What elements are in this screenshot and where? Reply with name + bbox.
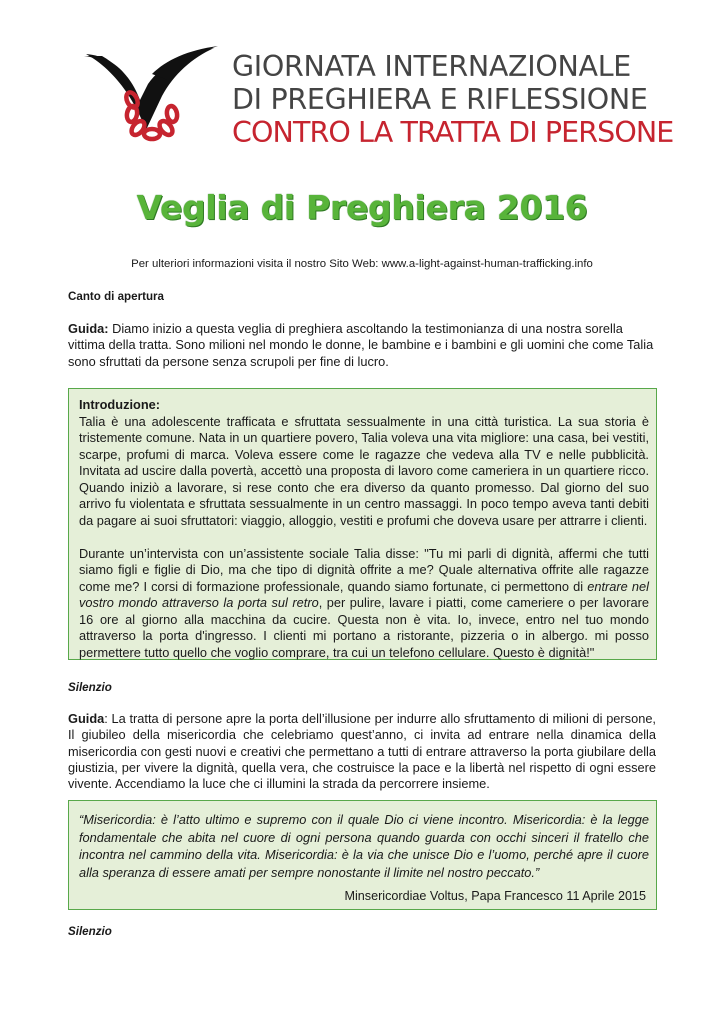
website-line: Per ulteriori informazioni visita il nostro Sito Web: www.a-light-against-human-trafficking.info — [131, 258, 593, 270]
para2-part-b: , per pulire, lavare i piatti, come cameriere o per lavorare 16 ore al giorno alla macchina da cucire. Questa non è vita. Io, invece, entro nel tuo mondo attraverso la porta d'ingresso. I clienti mi portano a ristorante, pizzeria o in albergo. mi posso permettere tutto quello che voglio comprare, tra cui un telefono cellulare. Questo è dignità!" — [79, 595, 649, 660]
opening-song-heading: Canto di apertura — [68, 290, 164, 303]
guide2-label: Guida — [68, 711, 105, 726]
org-line-3: CONTRO LA TRATTA DI PERSONE — [232, 116, 674, 149]
introduction-paragraph-2 — [79, 546, 649, 662]
chain-v-logo-icon — [82, 44, 222, 144]
para2-part-a: Durante un’intervista con un’assistente sociale Talia disse: "Tu mi parli di dignità, affermi che tutti siamo figli e figlie di Dio, ma che tipo di dignità offrite a me? Quale alternativa offrite alle ragazze come me? I corsi di formazione professionale, quando siamo fortunate, ci permettono di — [79, 545, 649, 594]
introduction-box — [68, 388, 657, 660]
silence-label-2: Silenzio — [68, 925, 112, 938]
quote-text: “Misericordia: è l’atto ultimo e supremo con il quale Dio ci viene incontro. Misericordia: è la legge fondamentale che abita nel cuore di ogni persona quando guarda con occhi sinceri il fratello che incontra nel cammino della vita. Misericordia: è la via che unisce Dio e l’uomo, perché apre il cuore alla speranza di essere amati per sempre nonostante il limite nel nostro peccato.” — [79, 812, 649, 880]
guide-text: Diamo inizio a questa veglia di preghiera ascoltando la testimonianza di una nostra sorella vittima della tratta. Sono milioni nel mondo le donne, le bambine e i bambini e gli uomini che come Talia sono sfruttati da persone senza scrupoli per fine di lucro. — [68, 321, 654, 369]
guide2-text: : La tratta di persone apre la porta dell’illusione per indurre allo sfruttamento di milioni di persone, Il giubileo della misericordia che celebriamo quest’anno, ci invita ad entrare nella dinamica della misericordia con gesti nuovi e creativi che permettano a tutti di entrare attraverso la porta giubilare della giustizia, per vivere la dignità, quella vera, che costruisce la pace e la libertà nel rispetto di ogni essere vivente. Accendiamo la luce che ci illumini la strada da percorrere insieme. — [68, 711, 656, 792]
opening-guide-paragraph — [68, 321, 658, 370]
silence-label-1: Silenzio — [68, 681, 112, 694]
org-line-1: GIORNATA INTERNAZIONALE — [232, 50, 632, 83]
organization-name — [232, 50, 673, 149]
quote-source: Minsericordiae Voltus, Papa Francesco 11 Aprile 2015 — [344, 889, 646, 903]
quote-box — [68, 800, 657, 910]
guide-paragraph-2 — [68, 711, 656, 792]
page-title: Veglia di Preghiera 2016 — [136, 188, 588, 227]
introduction-heading: Introduzione: — [79, 397, 161, 412]
introduction-paragraph-1: Talia è una adolescente trafficata e sfruttata sessualmente in una città turistica. La sua storia è tristemente comune. Nata in un quartiere povero, Talia voleva una vita migliore: una casa, bei vestiti, scarpe, profumi di marca. Voleva essere come le ragazze che vedeva alla TV e nelle pubblicità. Invitata ad uscire dalla povertà, accettò una proposta di lavoro come cameriera in un quartiere ricco. Quando iniziò a lavorare, si rese conto che era diverso da quanto promesso. Dal giorno del suo arrivo fu violentata e sfruttata sessualmente in un centro massaggi. In poco tempo aveva tanti debiti da pagare ai suoi sfruttatori: viaggio, alloggio, vestiti e profumi che doveva usare per attrarre i clienti. — [79, 413, 649, 528]
org-line-2: DI PREGHIERA E RIFLESSIONE — [232, 83, 648, 116]
para2-italic: entrare nel vostro mondo attraverso la porta sul retro — [79, 578, 649, 610]
guide-label: Guida: — [68, 321, 109, 336]
header — [82, 40, 674, 150]
